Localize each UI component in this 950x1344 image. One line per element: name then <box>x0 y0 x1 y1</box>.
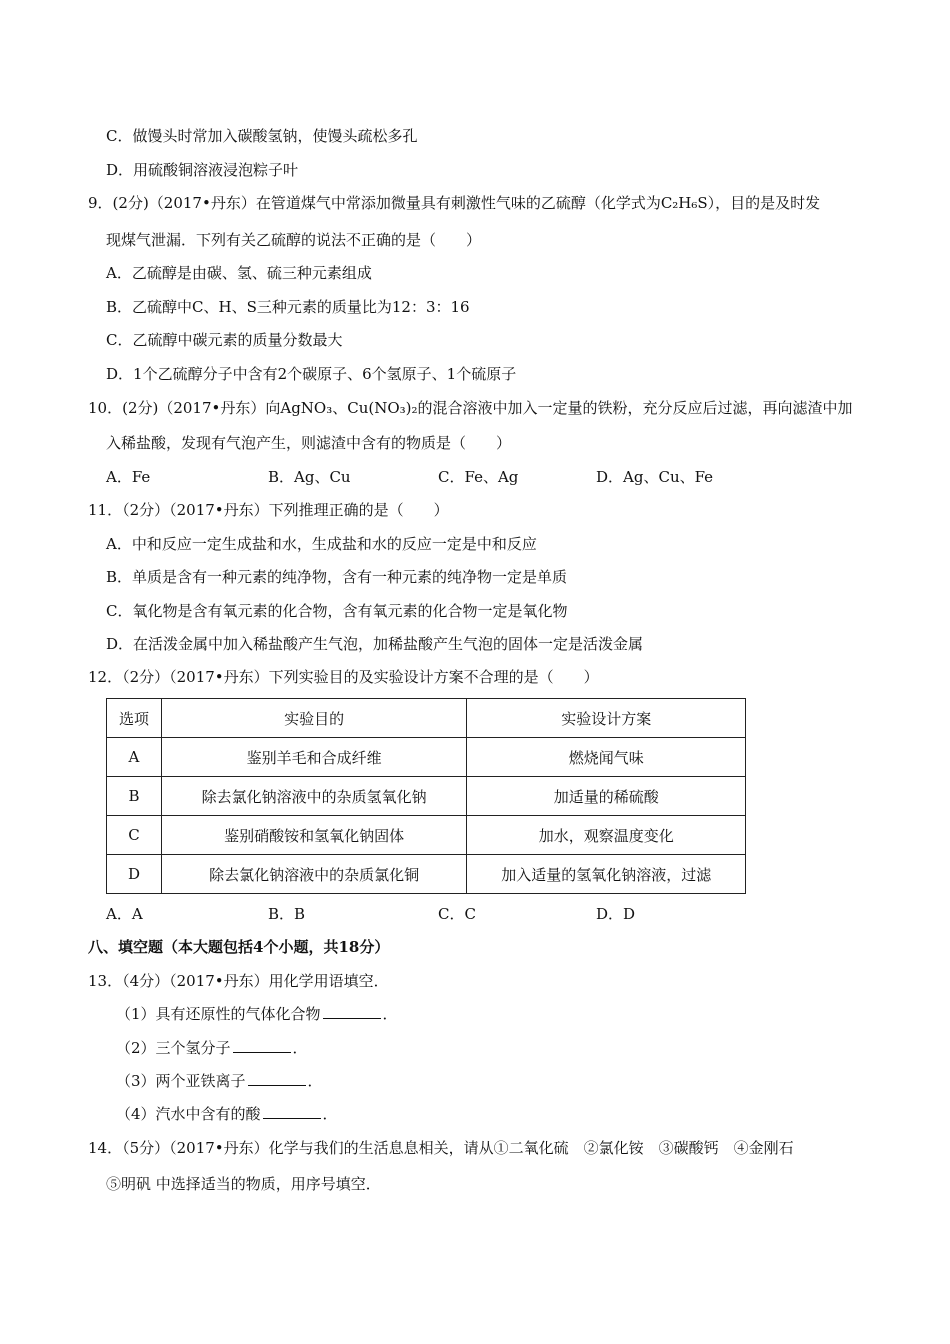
table-cell: 鉴别羊毛和合成纤维 <box>161 738 466 777</box>
q9-stem-line2: 现煤气泄漏．下列有关乙硫醇的说法不正确的是（ ） <box>106 231 482 249</box>
q13-item-1 <box>116 1004 398 1024</box>
q11-stem: 11．（2分）（2017•丹东）下列推理正确的是（ ） <box>88 501 449 519</box>
table-cell: 鉴别硝酸铵和氢氧化钠固体 <box>161 816 466 855</box>
q13-item-4 <box>116 1104 338 1124</box>
q10-option-d: D．Ag、Cu、Fe <box>596 468 714 486</box>
table-header: 实验目的 <box>161 699 466 738</box>
q9-option-d: D．1个乙硫醇分子中含有2个碳原子、6个氢原子、1个硫原子 <box>106 365 517 383</box>
table-cell: 燃烧闻气味 <box>467 738 746 777</box>
answer-blank[interactable] <box>263 1104 321 1119</box>
table-cell: 除去氯化钠溶液中的杂质氢氧化钠 <box>161 777 466 816</box>
q10-stem-line2: 入稀盐酸，发现有气泡产生，则滤渣中含有的物质是（ ） <box>106 434 512 452</box>
table-cell: A <box>107 738 162 777</box>
q9-option-a: A．乙硫醇是由碳、氢、硫三种元素组成 <box>106 264 372 282</box>
q8-option-d: D．用硫酸铜溶液浸泡粽子叶 <box>106 161 299 179</box>
q9-option-b: B．乙硫醇中C、H、S三种元素的质量比为12：3：16 <box>106 298 470 316</box>
table-header: 实验设计方案 <box>467 699 746 738</box>
q13-item-3 <box>116 1071 323 1091</box>
q13-item-text: （1）具有还原性的气体化合物 <box>116 1005 321 1023</box>
table-cell: C <box>107 816 162 855</box>
experiment-table <box>106 698 746 894</box>
table-row <box>107 777 746 816</box>
section-title: 八、填空题（本大题包括4个小题，共18分） <box>88 938 390 956</box>
q11-option-c: C．氧化物是含有氧元素的化合物，含有氧元素的化合物一定是氧化物 <box>106 602 568 620</box>
table-cell: 加适量的稀硫酸 <box>467 777 746 816</box>
q8-option-c: C．做馒头时常加入碳酸氢钠，使馒头疏松多孔 <box>106 127 418 145</box>
q12-stem: 12．（2分）（2017•丹东）下列实验目的及实验设计方案不合理的是（ ） <box>88 668 599 686</box>
q13-item-2 <box>116 1038 308 1058</box>
table-cell: 除去氯化钠溶液中的杂质氯化铜 <box>161 855 466 894</box>
q13-item-end: ． <box>382 1005 398 1023</box>
q12-option-a: A．A <box>106 905 143 923</box>
q11-option-d: D．在活泼金属中加入稀盐酸产生气泡，加稀盐酸产生气泡的固体一定是活泼金属 <box>106 635 644 653</box>
q13-item-end: ． <box>292 1039 308 1057</box>
q13-item-end: ． <box>322 1105 338 1123</box>
q12-option-b: B．B <box>268 905 306 923</box>
q9-stem-line1: 9．(2分)（2017•丹东）在管道煤气中常添加微量具有刺激性气味的乙硫醇（化学式为C₂H₆S），目的是及时发 <box>88 194 821 212</box>
q10-option-b: B．Ag、Cu <box>268 468 351 486</box>
answer-blank[interactable] <box>233 1038 291 1053</box>
q11-option-a: A．中和反应一定生成盐和水，生成盐和水的反应一定是中和反应 <box>106 535 537 553</box>
table-cell: B <box>107 777 162 816</box>
table-header-row <box>107 699 746 738</box>
table-row <box>107 855 746 894</box>
answer-blank[interactable] <box>248 1071 306 1086</box>
q14-stem-line1: 14．（5分）（2017•丹东）化学与我们的生活息息相关，请从①二氧化硫 ②氯化铵 ③碳酸钙 ④金刚石 <box>88 1139 794 1157</box>
q10-option-a: A．Fe <box>106 468 151 486</box>
table-cell: 加入适量的氢氧化钠溶液，过滤 <box>467 855 746 894</box>
q10-stem-line1: 10．(2分)（2017•丹东）向AgNO₃、Cu(NO₃)₂的混合溶液中加入一定量的铁粉，充分反应后过滤，再向滤渣中加 <box>88 399 853 417</box>
answer-blank[interactable] <box>323 1004 381 1019</box>
q13-item-text: （4）汽水中含有的酸 <box>116 1105 261 1123</box>
table-header: 选项 <box>107 699 162 738</box>
table-cell: 加水，观察温度变化 <box>467 816 746 855</box>
q13-stem: 13．（4分）（2017•丹东）用化学用语填空． <box>88 972 389 990</box>
q9-option-c: C．乙硫醇中碳元素的质量分数最大 <box>106 331 343 349</box>
q14-stem-line2: ⑤明矾 中选择适当的物质，用序号填空． <box>106 1175 381 1193</box>
q10-option-c: C．Fe、Ag <box>438 468 519 486</box>
table-row <box>107 816 746 855</box>
q12-option-d: D．D <box>596 905 636 923</box>
q13-item-text: （3）两个亚铁离子 <box>116 1072 246 1090</box>
q13-item-text: （2）三个氢分子 <box>116 1039 231 1057</box>
table-cell: D <box>107 855 162 894</box>
q13-item-end: ． <box>307 1072 323 1090</box>
table-row <box>107 738 746 777</box>
q11-option-b: B．单质是含有一种元素的纯净物，含有一种元素的纯净物一定是单质 <box>106 568 568 586</box>
q12-option-c: C．C <box>438 905 476 923</box>
